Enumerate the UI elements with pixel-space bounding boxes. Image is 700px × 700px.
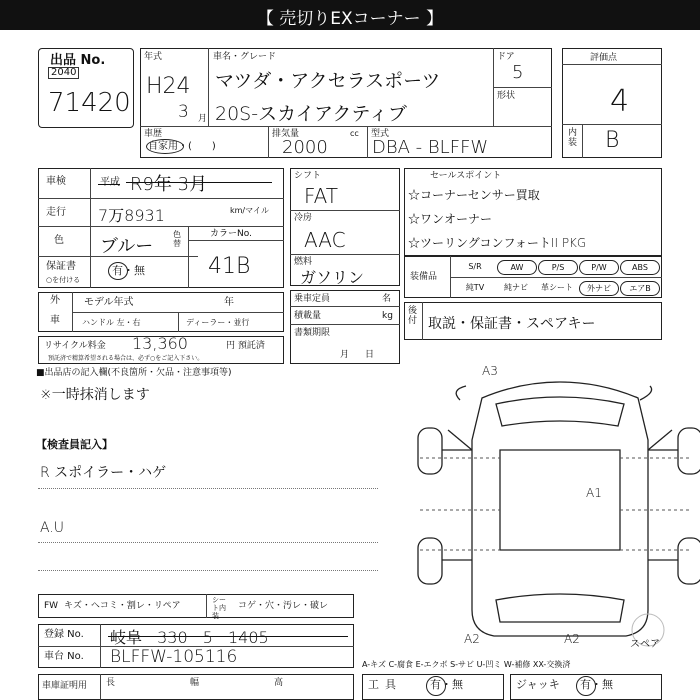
equipment-item: S/R [468, 262, 482, 271]
foreign-label1: 外 [50, 295, 60, 306]
load-label: 積載量 [294, 311, 322, 321]
warranty-circle [108, 262, 128, 280]
notes-label: ■出品店の記入欄(不良箇所・欠品・注意事項等) [36, 368, 232, 378]
ac-value: AAC [304, 228, 346, 252]
color-code: 41B [208, 254, 251, 279]
inspection-label: 車検 [46, 176, 66, 187]
capacity-label: 乗車定員 [294, 294, 331, 304]
foreign-label2: 車 [50, 315, 60, 326]
displacement-unit: cc [350, 129, 359, 138]
color-value: ブルー [100, 236, 154, 257]
damage-a3: A3 [482, 364, 498, 378]
shift-value: FAT [304, 184, 339, 208]
equipment-item: 革シート [541, 283, 573, 292]
registration-label: 登録 No. [44, 629, 84, 640]
chassis-label: 車台 No. [44, 651, 84, 662]
tools-circle [426, 676, 446, 696]
car-label: 車名・グレード [213, 52, 277, 62]
car-diagram [400, 360, 700, 660]
rear-label: 後付 [408, 306, 418, 326]
fw-sheet-label: シート内装 [212, 596, 226, 620]
damage-a1: A1 [586, 486, 602, 500]
mileage-label: 走行 [46, 207, 66, 218]
damage-a2-right: A2 [564, 632, 580, 646]
spare-label: スペア [630, 639, 660, 650]
inspection-era: 平成 [100, 177, 120, 188]
damage-a2-left: A2 [464, 632, 480, 646]
cert-f1: 長 [106, 678, 116, 688]
expiry-unit: 月日 [340, 350, 391, 360]
score-value: 4 [610, 84, 630, 119]
inspector-line-2: A.U [40, 520, 65, 536]
car-grade: 20S-スカイアクティブ [215, 103, 407, 125]
color-sub-label: 色替 [173, 230, 181, 248]
capacity-unit: 名 [382, 294, 392, 304]
equipment-item: エアB [620, 281, 660, 296]
equipment-item: P/W [579, 260, 619, 275]
displacement-label: 排気量 [272, 129, 300, 139]
expiry-label: 書類期限 [294, 328, 331, 338]
usage-value: 自家用・( ) [148, 141, 216, 152]
year-month-unit: 月 [198, 114, 208, 124]
inspector-label: 【検査員記入】 [36, 438, 113, 451]
color-code-label: カラーNo. [210, 229, 252, 239]
fw-label: FW [44, 601, 59, 611]
foreign-model-year: モデル年式 [84, 297, 134, 308]
chassis-value: BLFFW-105116 [110, 647, 238, 667]
equipment-item: ABS [620, 260, 660, 275]
recycle-unit: 円 預託済 [226, 341, 265, 351]
color-label: 色 [54, 235, 64, 246]
rear-value: 取説・保証書・スペアキー [428, 316, 596, 332]
inspector-line-1: R スポイラー・ハゲ [40, 465, 167, 481]
model-label: 型式 [371, 129, 390, 139]
jack-circle [576, 676, 596, 696]
mileage-unit: km/マイル [230, 206, 269, 215]
sales-label: セールスポイント [430, 171, 502, 181]
foreign-dealer: ディーラー・並行 [186, 318, 250, 327]
warranty-options: 有・無 [112, 264, 145, 277]
usage-label: 車歴 [144, 129, 163, 139]
equipment-item: 純ナビ [504, 283, 528, 292]
tools-options: 有・無 [430, 678, 463, 691]
equipment-label: 装備品 [410, 272, 438, 282]
doors-label: ドア [497, 52, 515, 62]
sales-point-2: ☆ワンオーナー [408, 212, 493, 226]
equipment-item: 外ナビ [579, 281, 619, 296]
recycle-label: リサイクル料金 [44, 341, 106, 351]
interior-value: B [605, 128, 620, 153]
doors-value: 5 [512, 62, 524, 83]
year-value: H24 [146, 74, 191, 99]
banner-title: 【 売切りEXコーナー 】 [256, 9, 444, 29]
fuel-value: ガソリン [300, 268, 365, 287]
registration-value: 岐阜 330 5 1405 [110, 628, 269, 647]
notes-value: ※一時抹消します [40, 387, 150, 403]
sales-point-1: ☆コーナーセンサー買取 [408, 188, 540, 202]
shape-label: 形状 [497, 91, 516, 101]
cert-f2: 幅 [190, 678, 200, 688]
car-name: マツダ・アクセラスポーツ [215, 70, 441, 92]
displacement-value: 2000 [282, 137, 328, 158]
shift-label: シフト [294, 171, 322, 181]
jack-label: ジャッキ [516, 678, 560, 691]
recycle-value: 13,360 [132, 334, 188, 353]
year-label: 年式 [144, 52, 163, 62]
tools-label: 工具 [368, 678, 402, 691]
lot-sub: 2040 [48, 67, 79, 79]
sales-point-3: ☆ツーリングコンフォートII PKG [408, 236, 587, 250]
score-label: 評価点 [590, 53, 618, 63]
fuel-label: 燃料 [294, 257, 313, 267]
lot-label: 出品 No. [50, 53, 106, 68]
load-unit: kg [382, 311, 393, 321]
lot-number: 71420 [48, 88, 131, 118]
jack-options: 有・無 [580, 678, 613, 691]
year-month: 3 [178, 102, 189, 122]
model-value: DBA - BLFFW [372, 137, 489, 158]
warranty-note: ○を付ける [46, 276, 81, 284]
mileage-value: 7万8931 [98, 206, 165, 225]
equipment-item: 純TV [465, 283, 485, 292]
damage-legend: A-キズ C-腐食 E-エクボ S-サビ U-凹ミ W-補修 XX-交換済 [362, 660, 571, 669]
warranty-label: 保証書 [46, 261, 76, 272]
cert-f3: 高 [274, 678, 284, 688]
foreign-handle: ハンドル 左・右 [82, 318, 141, 327]
equipment-item: AW [497, 260, 537, 275]
interior-label: 内装 [568, 128, 578, 148]
equipment-item: P/S [538, 260, 578, 275]
inspection-value: R9年 3月 [130, 174, 208, 195]
foreign-year: 年 [224, 297, 234, 308]
fw-options: キズ・ヘコミ・割レ・リペア [64, 601, 181, 611]
ac-label: 冷房 [294, 213, 313, 223]
recycle-note: 預託済で精算希望される場合は、必ず○をご記入下さい。 [48, 355, 204, 362]
fw-sheet: コゲ・穴・汚レ・破レ [238, 601, 329, 611]
cert-label: 車庫証明用 [42, 681, 88, 691]
usage-circle [146, 139, 184, 154]
